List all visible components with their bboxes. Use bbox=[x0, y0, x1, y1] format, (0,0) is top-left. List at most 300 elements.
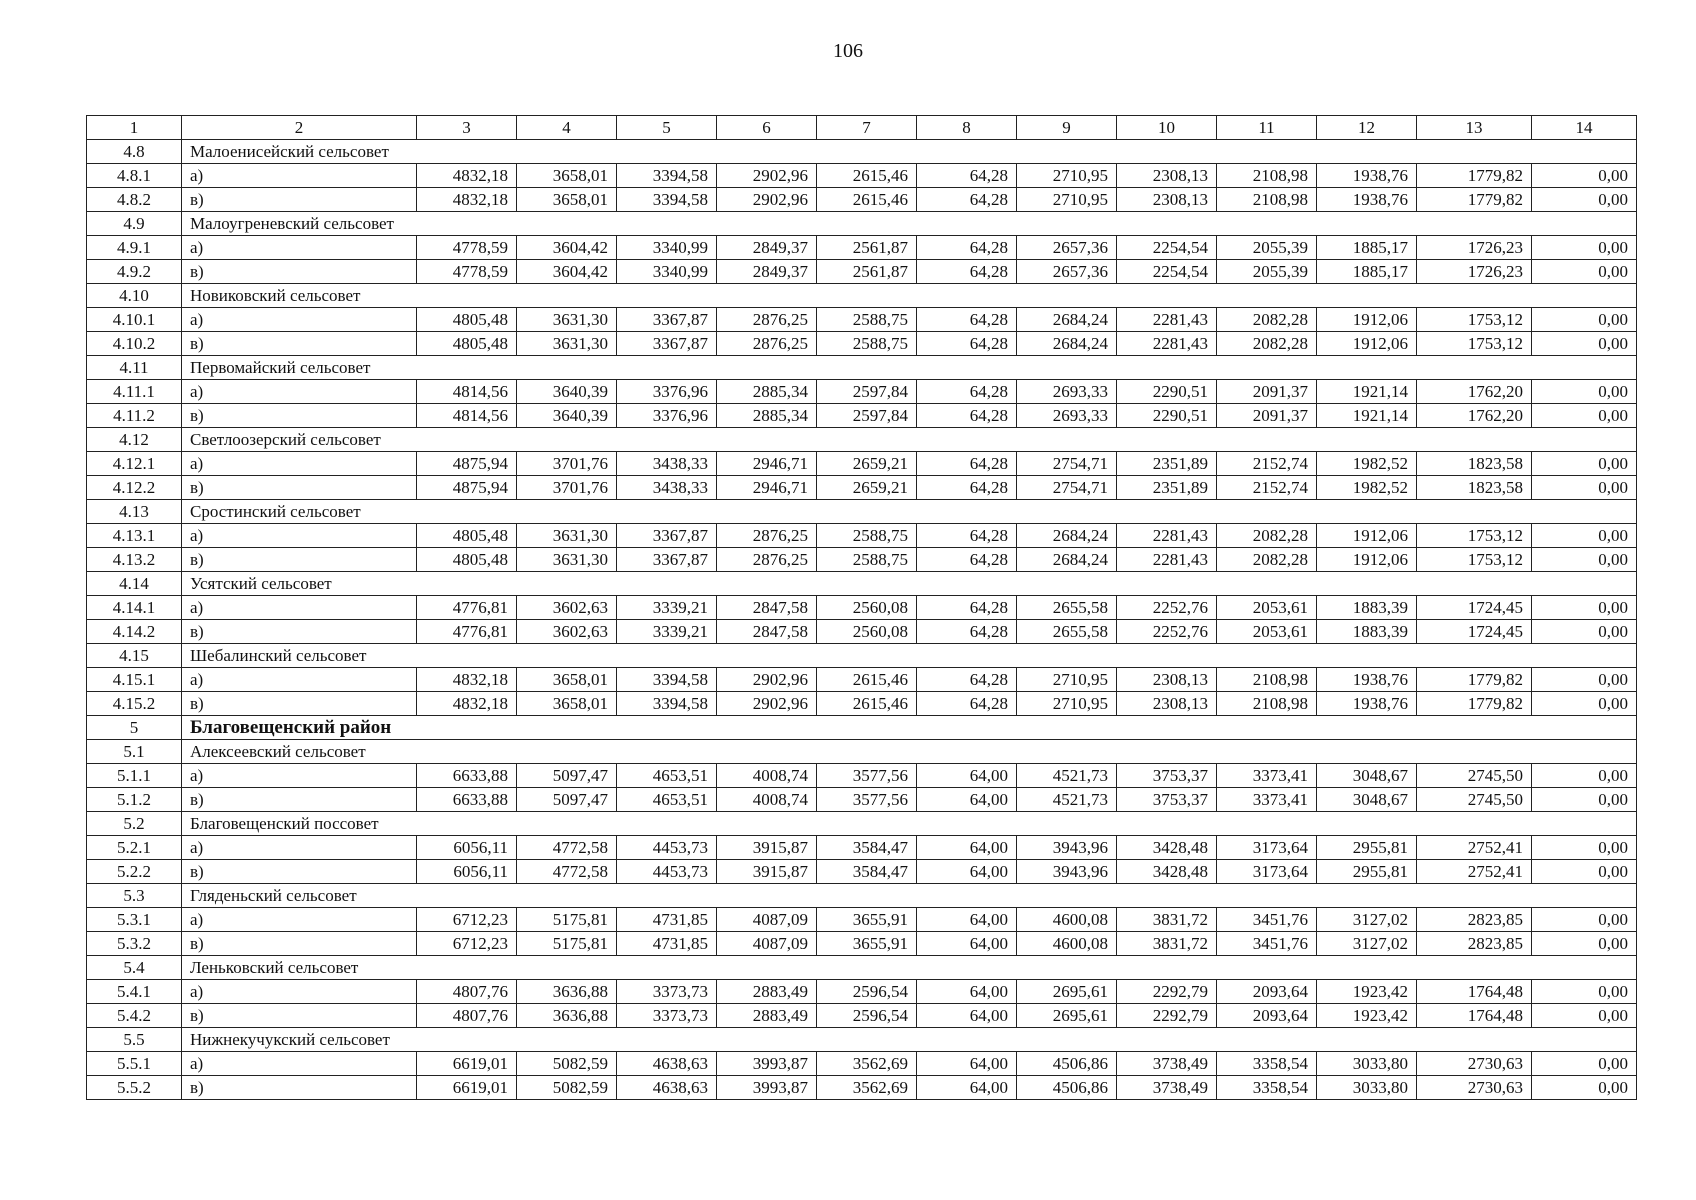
value-cell: 3451,76 bbox=[1217, 932, 1317, 956]
row-label: а) bbox=[182, 836, 417, 860]
row-code: 4.9.2 bbox=[87, 260, 182, 284]
value-cell: 2752,41 bbox=[1417, 836, 1532, 860]
value-cell: 3033,80 bbox=[1317, 1076, 1417, 1100]
value-cell: 1724,45 bbox=[1417, 620, 1532, 644]
row-label: а) bbox=[182, 908, 417, 932]
row-code: 5.5.2 bbox=[87, 1076, 182, 1100]
value-cell: 2615,46 bbox=[817, 164, 917, 188]
value-cell: 1912,06 bbox=[1317, 332, 1417, 356]
row-code: 4.11.1 bbox=[87, 380, 182, 404]
table-row bbox=[87, 932, 1637, 956]
value-cell: 1823,58 bbox=[1417, 476, 1532, 500]
value-cell: 2560,08 bbox=[817, 596, 917, 620]
row-code: 4.15.1 bbox=[87, 668, 182, 692]
column-header: 1 bbox=[87, 116, 182, 140]
value-cell: 2290,51 bbox=[1117, 404, 1217, 428]
row-label: а) bbox=[182, 596, 417, 620]
value-cell: 64,28 bbox=[917, 380, 1017, 404]
group-row bbox=[87, 212, 1637, 236]
row-label: в) bbox=[182, 1004, 417, 1028]
value-cell: 0,00 bbox=[1532, 380, 1637, 404]
value-cell: 1726,23 bbox=[1417, 260, 1532, 284]
table-row bbox=[87, 476, 1637, 500]
value-cell: 4087,09 bbox=[717, 908, 817, 932]
value-cell: 2684,24 bbox=[1017, 332, 1117, 356]
value-cell: 3604,42 bbox=[517, 236, 617, 260]
value-cell: 2588,75 bbox=[817, 524, 917, 548]
value-cell: 3993,87 bbox=[717, 1052, 817, 1076]
value-cell: 3394,58 bbox=[617, 188, 717, 212]
value-cell: 2655,58 bbox=[1017, 620, 1117, 644]
value-cell: 4638,63 bbox=[617, 1052, 717, 1076]
value-cell: 4814,56 bbox=[417, 380, 517, 404]
table-row bbox=[87, 788, 1637, 812]
value-cell: 2308,13 bbox=[1117, 188, 1217, 212]
table-row bbox=[87, 860, 1637, 884]
table-row bbox=[87, 164, 1637, 188]
column-header: 5 bbox=[617, 116, 717, 140]
row-code: 4.15.2 bbox=[87, 692, 182, 716]
value-cell: 3173,64 bbox=[1217, 860, 1317, 884]
row-code: 5.1 bbox=[87, 740, 182, 764]
value-cell: 64,00 bbox=[917, 764, 1017, 788]
value-cell: 3658,01 bbox=[517, 692, 617, 716]
settlement-name: Шебалинский сельсовет bbox=[182, 644, 1637, 668]
table-row bbox=[87, 260, 1637, 284]
value-cell: 0,00 bbox=[1532, 188, 1637, 212]
row-code: 4.12.1 bbox=[87, 452, 182, 476]
row-label: в) bbox=[182, 404, 417, 428]
value-cell: 2902,96 bbox=[717, 164, 817, 188]
value-cell: 2752,41 bbox=[1417, 860, 1532, 884]
value-cell: 2847,58 bbox=[717, 596, 817, 620]
value-cell: 5097,47 bbox=[517, 788, 617, 812]
value-cell: 2281,43 bbox=[1117, 308, 1217, 332]
value-cell: 2055,39 bbox=[1217, 236, 1317, 260]
value-cell: 0,00 bbox=[1532, 308, 1637, 332]
value-cell: 0,00 bbox=[1532, 1004, 1637, 1028]
value-cell: 64,28 bbox=[917, 476, 1017, 500]
row-code: 5.3.1 bbox=[87, 908, 182, 932]
row-code: 5.1.2 bbox=[87, 788, 182, 812]
value-cell: 4453,73 bbox=[617, 860, 717, 884]
value-cell: 0,00 bbox=[1532, 452, 1637, 476]
value-cell: 64,28 bbox=[917, 548, 1017, 572]
value-cell: 4506,86 bbox=[1017, 1076, 1117, 1100]
value-cell: 0,00 bbox=[1532, 524, 1637, 548]
value-cell: 1923,42 bbox=[1317, 980, 1417, 1004]
value-cell: 1779,82 bbox=[1417, 668, 1532, 692]
value-cell: 3428,48 bbox=[1117, 860, 1217, 884]
value-cell: 6633,88 bbox=[417, 764, 517, 788]
column-header: 8 bbox=[917, 116, 1017, 140]
value-cell: 2292,79 bbox=[1117, 1004, 1217, 1028]
value-cell: 2093,64 bbox=[1217, 1004, 1317, 1028]
value-cell: 2093,64 bbox=[1217, 980, 1317, 1004]
value-cell: 6633,88 bbox=[417, 788, 517, 812]
value-cell: 1753,12 bbox=[1417, 524, 1532, 548]
value-cell: 2281,43 bbox=[1117, 524, 1217, 548]
row-code: 5.4.2 bbox=[87, 1004, 182, 1028]
row-code: 4.13.2 bbox=[87, 548, 182, 572]
value-cell: 2252,76 bbox=[1117, 620, 1217, 644]
value-cell: 1938,76 bbox=[1317, 188, 1417, 212]
value-cell: 3631,30 bbox=[517, 548, 617, 572]
value-cell: 4776,81 bbox=[417, 620, 517, 644]
value-cell: 4521,73 bbox=[1017, 764, 1117, 788]
value-cell: 2684,24 bbox=[1017, 308, 1117, 332]
group-row bbox=[87, 140, 1637, 164]
value-cell: 2885,34 bbox=[717, 404, 817, 428]
group-row bbox=[87, 740, 1637, 764]
value-cell: 3173,64 bbox=[1217, 836, 1317, 860]
value-cell: 2710,95 bbox=[1017, 668, 1117, 692]
value-cell: 1912,06 bbox=[1317, 308, 1417, 332]
value-cell: 64,00 bbox=[917, 908, 1017, 932]
row-label: а) bbox=[182, 764, 417, 788]
value-cell: 4778,59 bbox=[417, 236, 517, 260]
value-cell: 3367,87 bbox=[617, 332, 717, 356]
value-cell: 3655,91 bbox=[817, 908, 917, 932]
settlement-name: Сростинский сельсовет bbox=[182, 500, 1637, 524]
value-cell: 0,00 bbox=[1532, 788, 1637, 812]
table-row bbox=[87, 236, 1637, 260]
value-cell: 64,28 bbox=[917, 308, 1017, 332]
value-cell: 4814,56 bbox=[417, 404, 517, 428]
value-cell: 2730,63 bbox=[1417, 1052, 1532, 1076]
value-cell: 1921,14 bbox=[1317, 404, 1417, 428]
row-code: 4.12 bbox=[87, 428, 182, 452]
value-cell: 64,28 bbox=[917, 692, 1017, 716]
value-cell: 1938,76 bbox=[1317, 692, 1417, 716]
value-cell: 3438,33 bbox=[617, 452, 717, 476]
value-cell: 0,00 bbox=[1532, 236, 1637, 260]
value-cell: 1764,48 bbox=[1417, 980, 1532, 1004]
value-cell: 4772,58 bbox=[517, 836, 617, 860]
column-header: 12 bbox=[1317, 116, 1417, 140]
table-row bbox=[87, 1076, 1637, 1100]
value-cell: 2955,81 bbox=[1317, 836, 1417, 860]
value-cell: 3831,72 bbox=[1117, 932, 1217, 956]
value-cell: 64,00 bbox=[917, 788, 1017, 812]
value-cell: 3373,73 bbox=[617, 1004, 717, 1028]
district-name: Благовещенский район bbox=[182, 716, 1637, 740]
value-cell: 2588,75 bbox=[817, 548, 917, 572]
value-cell: 2657,36 bbox=[1017, 236, 1117, 260]
value-cell: 4772,58 bbox=[517, 860, 617, 884]
value-cell: 3738,49 bbox=[1117, 1052, 1217, 1076]
row-code: 4.8 bbox=[87, 140, 182, 164]
table-body bbox=[87, 140, 1637, 1100]
row-code: 5.5.1 bbox=[87, 1052, 182, 1076]
value-cell: 6712,23 bbox=[417, 908, 517, 932]
value-cell: 3339,21 bbox=[617, 596, 717, 620]
row-label: в) bbox=[182, 932, 417, 956]
value-cell: 2710,95 bbox=[1017, 692, 1117, 716]
value-cell: 2745,50 bbox=[1417, 764, 1532, 788]
value-cell: 2684,24 bbox=[1017, 548, 1117, 572]
value-cell: 2091,37 bbox=[1217, 404, 1317, 428]
value-cell: 2902,96 bbox=[717, 188, 817, 212]
column-header: 13 bbox=[1417, 116, 1532, 140]
value-cell: 4805,48 bbox=[417, 308, 517, 332]
value-cell: 3127,02 bbox=[1317, 932, 1417, 956]
value-cell: 3584,47 bbox=[817, 836, 917, 860]
row-label: а) bbox=[182, 308, 417, 332]
value-cell: 2693,33 bbox=[1017, 380, 1117, 404]
row-code: 4.10.1 bbox=[87, 308, 182, 332]
value-cell: 4805,48 bbox=[417, 548, 517, 572]
value-cell: 4875,94 bbox=[417, 452, 517, 476]
value-cell: 2615,46 bbox=[817, 668, 917, 692]
value-cell: 1885,17 bbox=[1317, 260, 1417, 284]
group-row bbox=[87, 644, 1637, 668]
value-cell: 1982,52 bbox=[1317, 452, 1417, 476]
value-cell: 2849,37 bbox=[717, 236, 817, 260]
row-label: а) bbox=[182, 236, 417, 260]
value-cell: 3831,72 bbox=[1117, 908, 1217, 932]
value-cell: 6712,23 bbox=[417, 932, 517, 956]
row-code: 5.4.1 bbox=[87, 980, 182, 1004]
value-cell: 3048,67 bbox=[1317, 788, 1417, 812]
value-cell: 4600,08 bbox=[1017, 908, 1117, 932]
table-row bbox=[87, 524, 1637, 548]
value-cell: 4653,51 bbox=[617, 788, 717, 812]
group-row bbox=[87, 572, 1637, 596]
group-row bbox=[87, 1028, 1637, 1052]
table-row bbox=[87, 548, 1637, 572]
value-cell: 3367,87 bbox=[617, 308, 717, 332]
row-code: 5.1.1 bbox=[87, 764, 182, 788]
value-cell: 2254,54 bbox=[1117, 236, 1217, 260]
value-cell: 64,28 bbox=[917, 188, 1017, 212]
value-cell: 3658,01 bbox=[517, 668, 617, 692]
value-cell: 3636,88 bbox=[517, 980, 617, 1004]
value-cell: 4778,59 bbox=[417, 260, 517, 284]
row-code: 5.2 bbox=[87, 812, 182, 836]
value-cell: 1923,42 bbox=[1317, 1004, 1417, 1028]
value-cell: 1912,06 bbox=[1317, 548, 1417, 572]
value-cell: 64,28 bbox=[917, 332, 1017, 356]
district-row bbox=[87, 716, 1637, 740]
value-cell: 2281,43 bbox=[1117, 548, 1217, 572]
value-cell: 1779,82 bbox=[1417, 188, 1532, 212]
value-cell: 2902,96 bbox=[717, 692, 817, 716]
value-cell: 2847,58 bbox=[717, 620, 817, 644]
value-cell: 5175,81 bbox=[517, 932, 617, 956]
table-row bbox=[87, 188, 1637, 212]
value-cell: 3376,96 bbox=[617, 380, 717, 404]
value-cell: 0,00 bbox=[1532, 908, 1637, 932]
value-cell: 2615,46 bbox=[817, 188, 917, 212]
value-cell: 3394,58 bbox=[617, 668, 717, 692]
page-number: 106 bbox=[833, 40, 863, 62]
value-cell: 4521,73 bbox=[1017, 788, 1117, 812]
value-cell: 2252,76 bbox=[1117, 596, 1217, 620]
value-cell: 1762,20 bbox=[1417, 380, 1532, 404]
value-cell: 2946,71 bbox=[717, 476, 817, 500]
value-cell: 64,28 bbox=[917, 620, 1017, 644]
table-row bbox=[87, 596, 1637, 620]
value-cell: 2876,25 bbox=[717, 548, 817, 572]
value-cell: 3943,96 bbox=[1017, 860, 1117, 884]
value-cell: 4731,85 bbox=[617, 932, 717, 956]
value-cell: 2823,85 bbox=[1417, 908, 1532, 932]
value-cell: 1753,12 bbox=[1417, 548, 1532, 572]
value-cell: 4805,48 bbox=[417, 332, 517, 356]
value-cell: 0,00 bbox=[1532, 980, 1637, 1004]
row-label: а) bbox=[182, 668, 417, 692]
value-cell: 2615,46 bbox=[817, 692, 917, 716]
value-cell: 2290,51 bbox=[1117, 380, 1217, 404]
value-cell: 1823,58 bbox=[1417, 452, 1532, 476]
value-cell: 0,00 bbox=[1532, 476, 1637, 500]
value-cell: 2695,61 bbox=[1017, 980, 1117, 1004]
value-cell: 0,00 bbox=[1532, 668, 1637, 692]
value-cell: 0,00 bbox=[1532, 932, 1637, 956]
value-cell: 2082,28 bbox=[1217, 524, 1317, 548]
value-cell: 3640,39 bbox=[517, 404, 617, 428]
value-cell: 4600,08 bbox=[1017, 932, 1117, 956]
value-cell: 2091,37 bbox=[1217, 380, 1317, 404]
column-header: 7 bbox=[817, 116, 917, 140]
table-row bbox=[87, 1052, 1637, 1076]
value-cell: 1753,12 bbox=[1417, 332, 1532, 356]
value-cell: 2849,37 bbox=[717, 260, 817, 284]
value-cell: 4875,94 bbox=[417, 476, 517, 500]
value-cell: 0,00 bbox=[1532, 548, 1637, 572]
value-cell: 2596,54 bbox=[817, 980, 917, 1004]
table-row bbox=[87, 620, 1637, 644]
value-cell: 3602,63 bbox=[517, 620, 617, 644]
value-cell: 1883,39 bbox=[1317, 620, 1417, 644]
value-cell: 2152,74 bbox=[1217, 452, 1317, 476]
value-cell: 64,00 bbox=[917, 1076, 1017, 1100]
value-cell: 1883,39 bbox=[1317, 596, 1417, 620]
settlement-name: Первомайский сельсовет bbox=[182, 356, 1637, 380]
value-cell: 1982,52 bbox=[1317, 476, 1417, 500]
value-cell: 2254,54 bbox=[1117, 260, 1217, 284]
group-row bbox=[87, 956, 1637, 980]
value-cell: 3753,37 bbox=[1117, 788, 1217, 812]
value-cell: 0,00 bbox=[1532, 692, 1637, 716]
row-code: 5.3.2 bbox=[87, 932, 182, 956]
value-cell: 1938,76 bbox=[1317, 668, 1417, 692]
value-cell: 2876,25 bbox=[717, 308, 817, 332]
value-cell: 3993,87 bbox=[717, 1076, 817, 1100]
value-cell: 4807,76 bbox=[417, 1004, 517, 1028]
value-cell: 2108,98 bbox=[1217, 164, 1317, 188]
table-row bbox=[87, 836, 1637, 860]
value-cell: 2281,43 bbox=[1117, 332, 1217, 356]
row-code: 5.2.1 bbox=[87, 836, 182, 860]
value-cell: 3701,76 bbox=[517, 452, 617, 476]
value-cell: 64,00 bbox=[917, 980, 1017, 1004]
row-code: 4.14.1 bbox=[87, 596, 182, 620]
table-row bbox=[87, 692, 1637, 716]
value-cell: 2596,54 bbox=[817, 1004, 917, 1028]
value-cell: 4087,09 bbox=[717, 932, 817, 956]
value-cell: 2659,21 bbox=[817, 476, 917, 500]
value-cell: 3562,69 bbox=[817, 1076, 917, 1100]
value-cell: 0,00 bbox=[1532, 332, 1637, 356]
value-cell: 0,00 bbox=[1532, 1052, 1637, 1076]
group-row bbox=[87, 284, 1637, 308]
value-cell: 2108,98 bbox=[1217, 692, 1317, 716]
value-cell: 2597,84 bbox=[817, 380, 917, 404]
value-cell: 2693,33 bbox=[1017, 404, 1117, 428]
value-cell: 0,00 bbox=[1532, 836, 1637, 860]
value-cell: 2597,84 bbox=[817, 404, 917, 428]
value-cell: 1779,82 bbox=[1417, 164, 1532, 188]
value-cell: 4832,18 bbox=[417, 164, 517, 188]
value-cell: 64,00 bbox=[917, 1052, 1017, 1076]
value-cell: 2876,25 bbox=[717, 524, 817, 548]
value-cell: 64,28 bbox=[917, 260, 1017, 284]
settlement-name: Малоенисейский сельсовет bbox=[182, 140, 1637, 164]
row-code: 4.9 bbox=[87, 212, 182, 236]
value-cell: 2588,75 bbox=[817, 308, 917, 332]
value-cell: 64,28 bbox=[917, 236, 1017, 260]
value-cell: 3340,99 bbox=[617, 236, 717, 260]
row-label: в) bbox=[182, 332, 417, 356]
column-header: 10 bbox=[1117, 116, 1217, 140]
value-cell: 2823,85 bbox=[1417, 932, 1532, 956]
value-cell: 1762,20 bbox=[1417, 404, 1532, 428]
value-cell: 3655,91 bbox=[817, 932, 917, 956]
settlement-name: Леньковский сельсовет bbox=[182, 956, 1637, 980]
group-row bbox=[87, 812, 1637, 836]
table-row bbox=[87, 764, 1637, 788]
value-cell: 2659,21 bbox=[817, 452, 917, 476]
row-label: в) bbox=[182, 692, 417, 716]
value-cell: 3376,96 bbox=[617, 404, 717, 428]
value-cell: 2152,74 bbox=[1217, 476, 1317, 500]
settlement-name: Светлоозерский сельсовет bbox=[182, 428, 1637, 452]
value-cell: 4638,63 bbox=[617, 1076, 717, 1100]
value-cell: 3915,87 bbox=[717, 860, 817, 884]
value-cell: 4653,51 bbox=[617, 764, 717, 788]
column-header: 11 bbox=[1217, 116, 1317, 140]
value-cell: 64,00 bbox=[917, 836, 1017, 860]
column-header: 14 bbox=[1532, 116, 1637, 140]
row-code: 5.4 bbox=[87, 956, 182, 980]
value-cell: 64,28 bbox=[917, 668, 1017, 692]
value-cell: 2108,98 bbox=[1217, 668, 1317, 692]
value-cell: 4453,73 bbox=[617, 836, 717, 860]
row-code: 4.13 bbox=[87, 500, 182, 524]
value-cell: 3394,58 bbox=[617, 164, 717, 188]
value-cell: 3358,54 bbox=[1217, 1076, 1317, 1100]
row-label: в) bbox=[182, 788, 417, 812]
value-cell: 1885,17 bbox=[1317, 236, 1417, 260]
value-cell: 4008,74 bbox=[717, 764, 817, 788]
value-cell: 2053,61 bbox=[1217, 620, 1317, 644]
value-cell: 2710,95 bbox=[1017, 188, 1117, 212]
row-label: а) bbox=[182, 164, 417, 188]
value-cell: 4776,81 bbox=[417, 596, 517, 620]
value-cell: 3127,02 bbox=[1317, 908, 1417, 932]
value-cell: 3438,33 bbox=[617, 476, 717, 500]
value-cell: 0,00 bbox=[1532, 764, 1637, 788]
value-cell: 6619,01 bbox=[417, 1052, 517, 1076]
value-cell: 4832,18 bbox=[417, 668, 517, 692]
value-cell: 2308,13 bbox=[1117, 164, 1217, 188]
row-code: 5.3 bbox=[87, 884, 182, 908]
value-cell: 64,28 bbox=[917, 452, 1017, 476]
value-cell: 4805,48 bbox=[417, 524, 517, 548]
group-row bbox=[87, 428, 1637, 452]
